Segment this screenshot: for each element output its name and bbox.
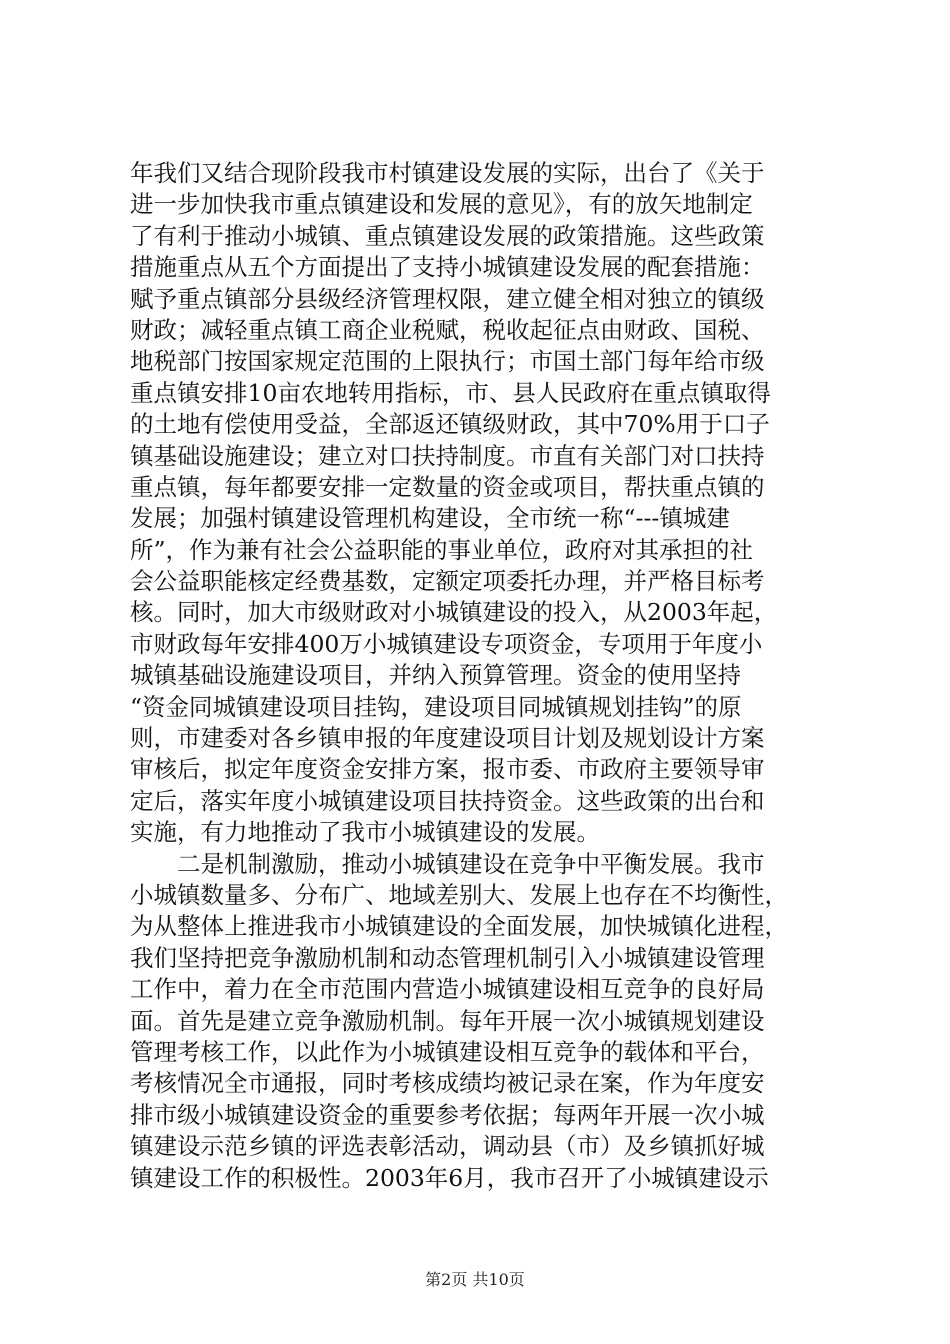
text-line: 镇基础设施建设；建立对口扶持制度。市直有关部门对口扶持 — [130, 441, 765, 470]
text-line: 会公益职能核定经费基数，定额定项委托办理，并严格目标考 — [130, 567, 765, 596]
text-line: 小城镇数量多、分布广、地域差别大、发展上也存在不均衡性， — [130, 880, 788, 909]
body-text — [130, 158, 830, 1194]
text-line: 进一步加快我市重点镇建设和发展的意见》，有的放矢地制定 — [130, 190, 753, 219]
text-line: 为从整体上推进我市小城镇建设的全面发展，加快城镇化进程， — [130, 912, 788, 941]
text-line: 二是机制激励，推动小城镇建设在竞争中平衡发展。我市 — [177, 849, 765, 878]
text-line: 了有利于推动小城镇、重点镇建设发展的政策措施。这些政策 — [130, 221, 765, 250]
text-line: 工作中，着力在全市范围内营造小城镇建设相互竞争的良好局 — [130, 975, 765, 1004]
page-footer: 第2页 共10页 — [425, 1270, 525, 1289]
text-line: 地税部门按国家规定范围的上限执行；市国土部门每年给市级 — [130, 347, 765, 376]
text-line: 排市级小城镇建设资金的重要参考依据；每两年开展一次小城 — [130, 1100, 765, 1129]
text-line: 定后，落实年度小城镇建设项目扶持资金。这些政策的出台和 — [130, 786, 765, 815]
text-line: 市财政每年安排400万小城镇建设专项资金，专项用于年度小 — [130, 629, 763, 658]
text-line: 财政；减轻重点镇工商企业税赋，税收起征点由财政、国税、 — [130, 315, 765, 344]
text-line: 考核情况全市通报，同时考核成绩均被记录在案，作为年度安 — [130, 1069, 765, 1098]
text-line: 管理考核工作，以此作为小城镇建设相互竞争的载体和平台， — [130, 1037, 765, 1066]
text-line: 核。同时，加大市级财政对小城镇建设的投入，从2003年起， — [130, 598, 778, 627]
text-line: 赋予重点镇部分县级经济管理权限，建立健全相对独立的镇级 — [130, 284, 765, 313]
text-line: 重点镇安排10亩农地转用指标，市、县人民政府在重点镇取得 — [130, 378, 771, 407]
text-line: 实施，有力地推动了我市小城镇建设的发展。 — [130, 818, 600, 847]
text-line: 镇建设工作的积极性。2003年6月，我市召开了小城镇建设示 — [130, 1163, 769, 1192]
text-line: 镇建设示范乡镇的评选表彰活动，调动县（市）及乡镇抓好城 — [130, 1132, 765, 1161]
text-line: 发展；加强村镇建设管理机构建设，全市统一称“---镇城建 — [130, 504, 730, 533]
text-line: “资金同城镇建设项目挂钩，建设项目同城镇规划挂钩”的原 — [130, 692, 742, 721]
text-line: 所”，作为兼有社会公益职能的事业单位，政府对其承担的社 — [130, 535, 754, 564]
text-line: 重点镇，每年都要安排一定数量的资金或项目，帮扶重点镇的 — [130, 472, 765, 501]
text-line: 我们坚持把竞争激励机制和动态管理机制引入小城镇建设管理 — [130, 943, 765, 972]
text-line: 审核后，拟定年度资金安排方案，报市委、市政府主要领导审 — [130, 755, 765, 784]
text-line: 面。首先是建立竞争激励机制。每年开展一次小城镇规划建设 — [130, 1006, 765, 1035]
text-line: 措施重点从五个方面提出了支持小城镇建设发展的配套措施： — [130, 253, 765, 282]
paragraph — [130, 158, 830, 849]
text-line: 年我们又结合现阶段我市村镇建设发展的实际，出台了《关于 — [130, 159, 765, 187]
text-line: 的土地有偿使用受益，全部返还镇级财政，其中70%用于口子 — [130, 410, 770, 439]
text-line: 城镇基础设施建设项目，并纳入预算管理。资金的使用坚持 — [130, 661, 741, 690]
paragraph — [130, 849, 830, 1194]
text-line: 则，市建委对各乡镇申报的年度建设项目计划及规划设计方案 — [130, 724, 765, 753]
